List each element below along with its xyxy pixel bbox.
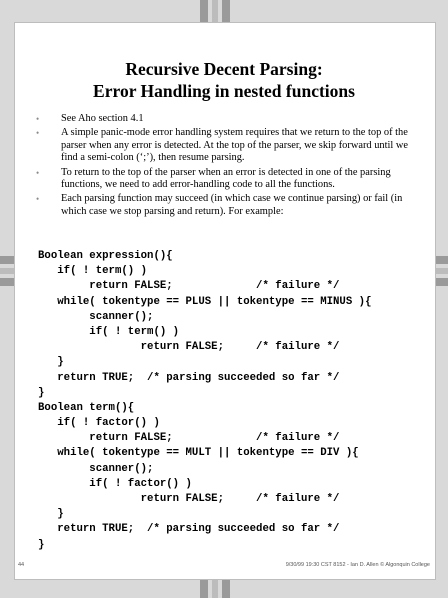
code-line: Boolean expression(){ bbox=[38, 250, 173, 262]
code-line: return FALSE; /* failure */ bbox=[38, 493, 340, 505]
code-line: while( tokentype == PLUS || tokentype == MINUS ){ bbox=[38, 295, 372, 308]
code-line: return TRUE; /* parsing succeeded so far */ bbox=[38, 523, 340, 536]
page-number: 44 bbox=[18, 562, 25, 568]
code-line: Boolean term(){ bbox=[38, 401, 135, 414]
code-line: return TRUE; /* parsing succeeded so far */ bbox=[38, 371, 340, 384]
bullet-item: • Each parsing function may succeed (in which case we continue parsing) or fail (in which case we stop parsing and return). For example: bbox=[36, 193, 420, 218]
slide-title-line-1: Recursive Decent Parsing: bbox=[125, 59, 323, 79]
code-line: return FALSE; /* failure */ bbox=[38, 280, 340, 293]
code-line: } bbox=[38, 386, 45, 399]
bullet-item: • A simple panic-mode error handling system requires that we return to the top of the parser when any error is detected. At the top of the parser, we skip forward until we find a semi-colon (‘;’), then resume parsing. bbox=[36, 127, 420, 164]
code-line: scanner(); bbox=[38, 310, 154, 323]
footer-credit: 9/30/99 19:30 CST 8152 - Ian D. Allen © Algonquin College bbox=[285, 562, 430, 568]
code-line: if( ! factor() ) bbox=[38, 477, 192, 490]
code-block bbox=[38, 249, 372, 553]
code-line: return FALSE; /* failure */ bbox=[38, 432, 340, 445]
code-line: if( ! term() ) bbox=[38, 265, 148, 278]
bullet-list bbox=[36, 113, 420, 220]
code-line: } bbox=[38, 356, 64, 369]
code-line: if( ! term() ) bbox=[38, 325, 180, 338]
bullet-item: • See Aho section 4.1 bbox=[36, 113, 420, 125]
bullet-item: • To return to the top of the parser when an error is detected in one of the parsing functions, we need to add error-handling code to all the functions. bbox=[36, 167, 420, 192]
code-line: return FALSE; /* failure */ bbox=[38, 341, 340, 354]
code-line: if( ! factor() ) bbox=[38, 417, 160, 430]
code-line: } bbox=[38, 538, 45, 551]
slide-title-line-2: Error Handling in nested functions bbox=[93, 81, 355, 101]
code-line: scanner(); bbox=[38, 462, 154, 475]
code-line: } bbox=[38, 508, 64, 521]
code-line: while( tokentype == MULT || tokentype == DIV ){ bbox=[38, 447, 359, 460]
